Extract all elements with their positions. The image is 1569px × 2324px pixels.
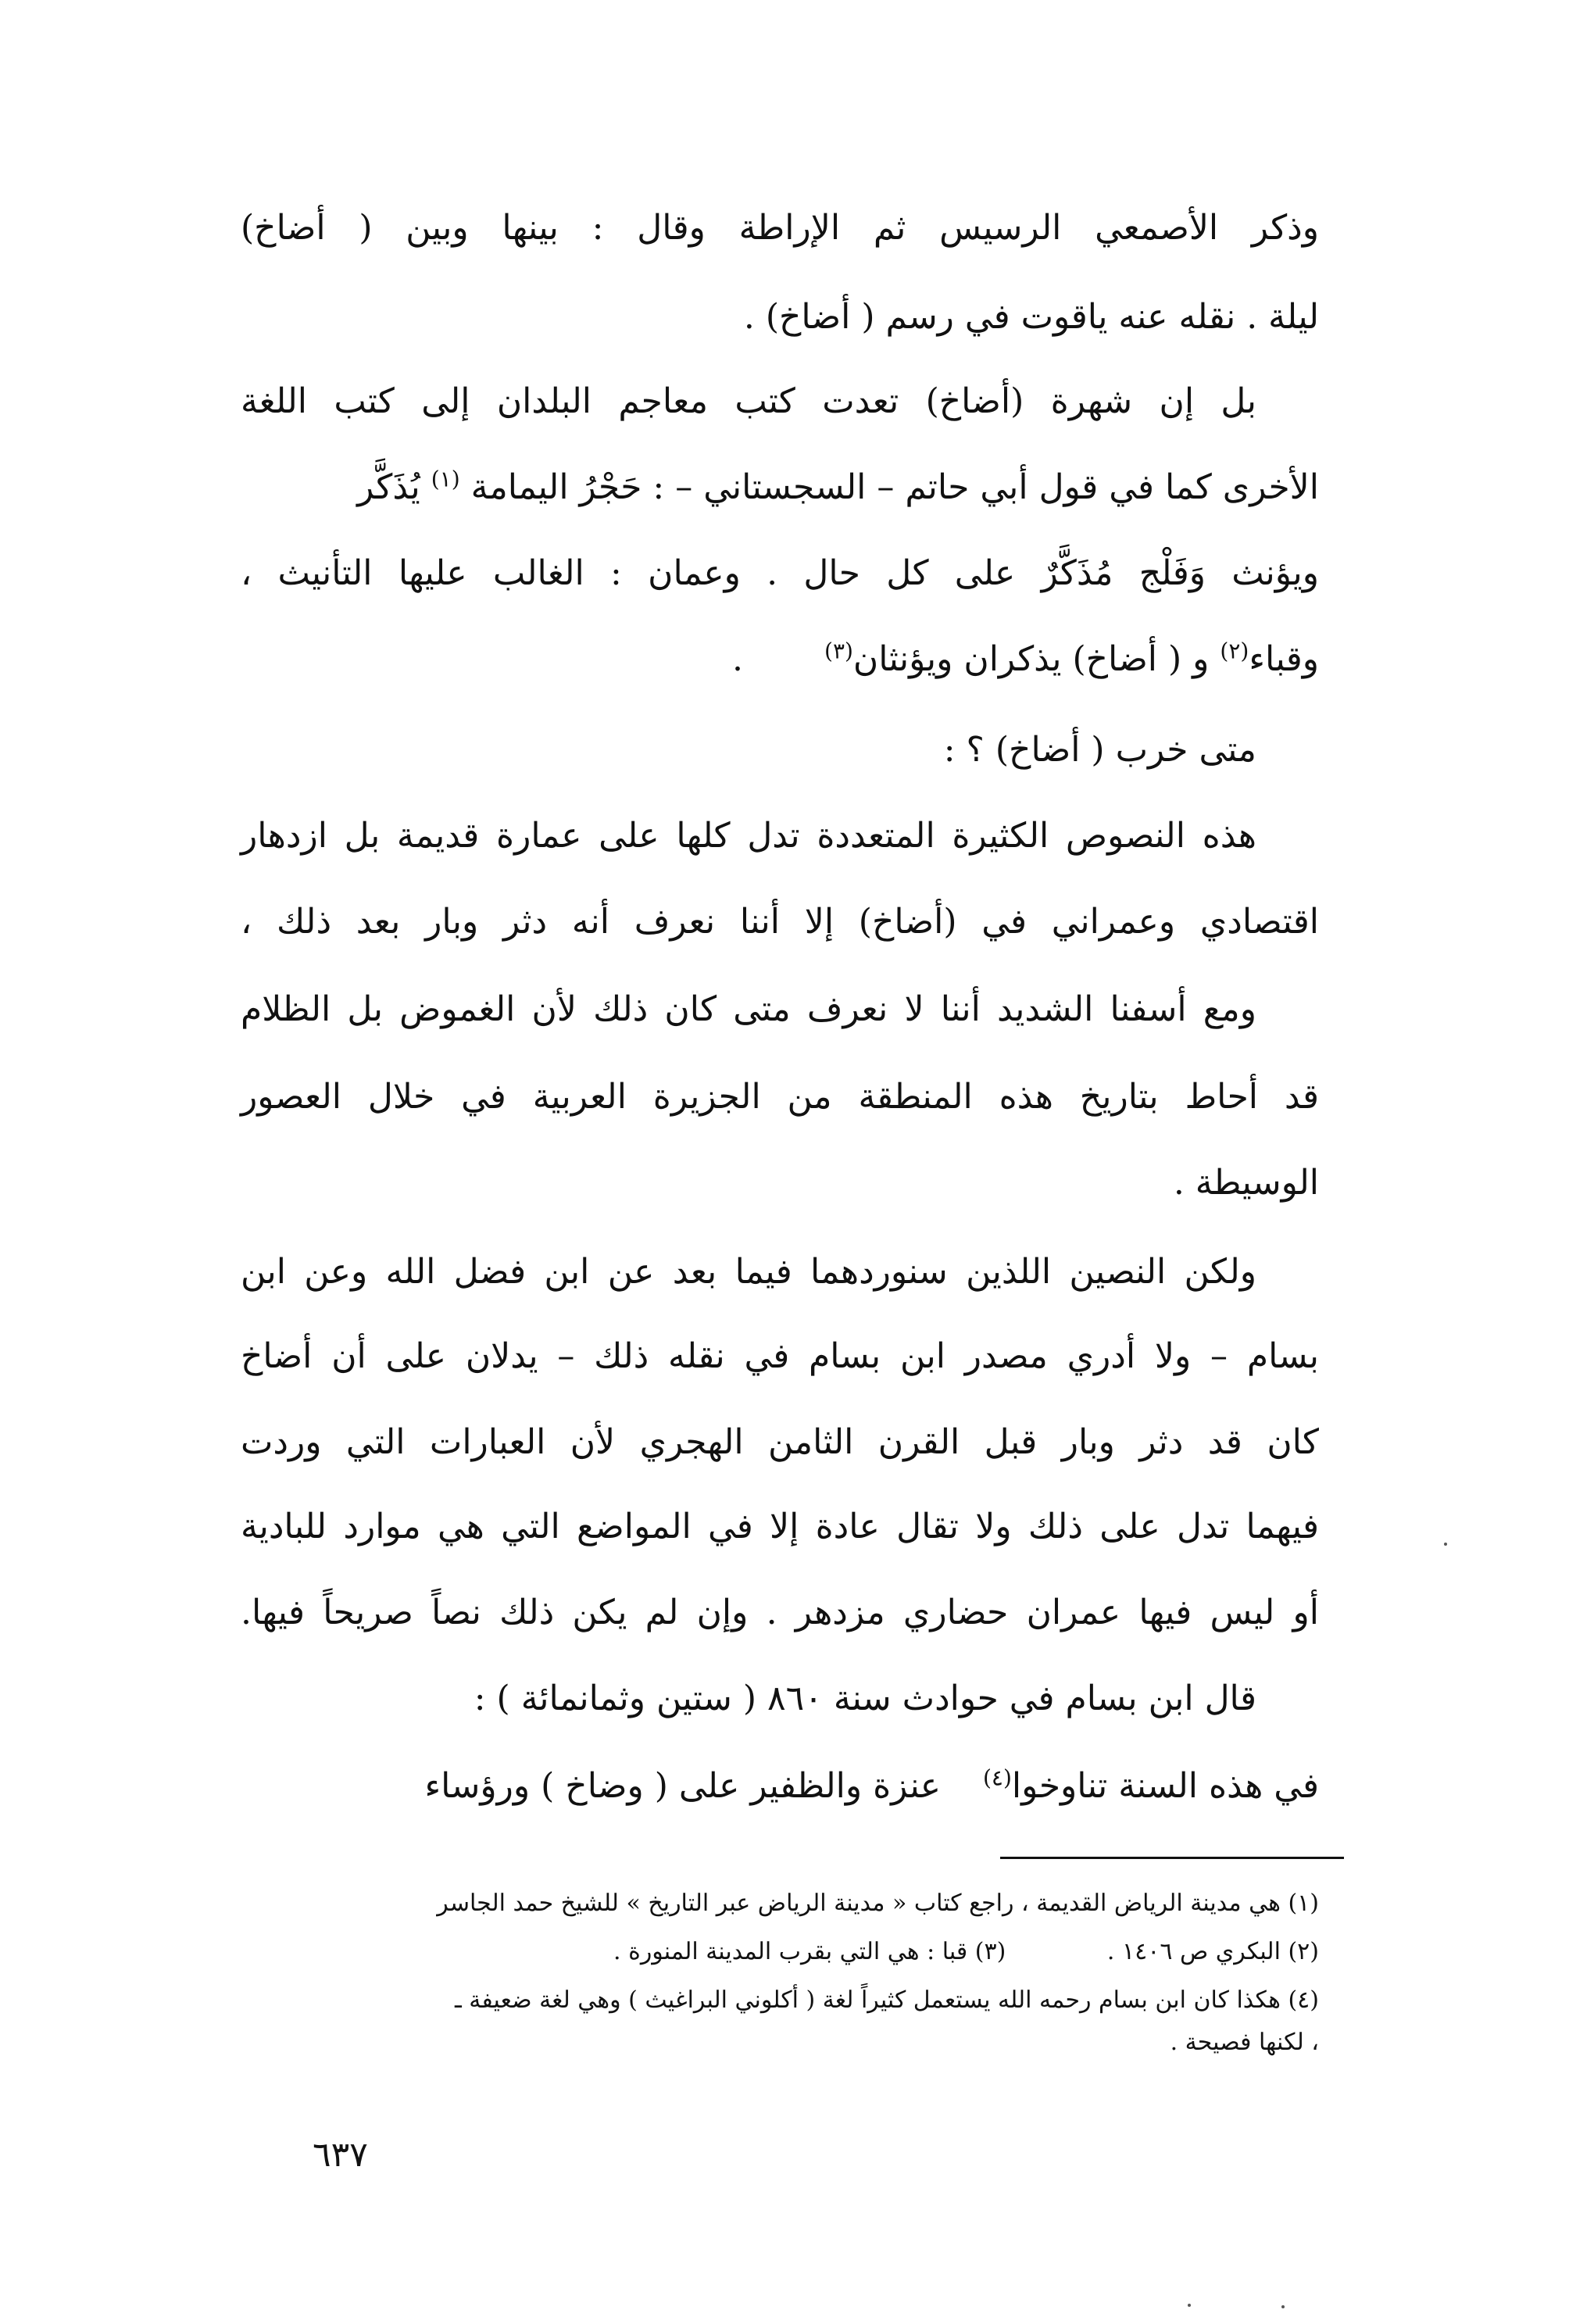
body-line-19	[241, 1763, 1319, 1810]
body-line-12: الوسيطة .	[1173, 1163, 1319, 1203]
scan-speck	[1281, 2305, 1285, 2308]
body-line-3: بل إن شهرة (أضاخ) تعدت كتب معاجم البلدان إلى كتب اللغة	[241, 381, 1256, 421]
page-number: ٦٣٧	[313, 2135, 368, 2175]
footnote-1: (١) هي مدينة الرياض القديمة ، راجع كتاب « مدينة الرياض عبر التاريخ » للشيخ حمد الجاسر	[437, 1890, 1319, 1917]
body-line-4-end: يُذَكَّر	[357, 467, 420, 507]
body-line-6-end: .	[732, 639, 743, 679]
body-line-9: اقتصادي وعمراني في (أضاخ) إلا أننا نعرف أنه دثر وبار بعد ذلك ،	[241, 902, 1319, 942]
footnote-3: (٣) قبا : هي التي بقرب المدينة المنورة .	[613, 1938, 1006, 1965]
body-line-17: أو ليس فيها عمران حضاري مزدهر . وإن لم يكن ذلك نصاً صريحاً فيها.	[241, 1593, 1319, 1632]
body-line-19-start: في هذه السنة تناوخوا	[1011, 1766, 1319, 1806]
section-heading: متى خرب ( أضاخ) ؟ :	[943, 730, 1256, 770]
body-line-19-end: عنزة والظفير على ( وضاخ ) ورؤساء	[424, 1766, 941, 1806]
body-line-15: كان قد دثر وبار قبل القرن الثامن الهجري لأن العبارات التي وردت	[241, 1422, 1319, 1462]
footnote-2-3	[241, 1935, 1319, 1969]
body-line-4	[241, 464, 1319, 511]
body-line-10: ومع أسفنا الشديد أننا لا نعرف متى كان ذلك لأن الغموض بل الظلام	[241, 989, 1256, 1029]
body-line-2: ليلة . نقله عنه ياقوت في رسم ( أضاخ) .	[743, 297, 1319, 337]
scan-speck	[1444, 1543, 1447, 1546]
body-line-14: بسام – ولا أدري مصدر ابن بسام في نقله ذلك – يدلان على أن أضاخ	[241, 1336, 1319, 1376]
footnote-2: (٢) البكري ص ١٤٠٦ .	[1106, 1938, 1319, 1965]
footnote-separator	[1000, 1857, 1344, 1859]
footnote-ref-2: (٢)	[1220, 638, 1249, 664]
footnote-ref-1: (١)	[431, 466, 460, 492]
body-line-16: فيهما تدل على ذلك ولا تقال عادة إلا في المواضع التي هي موارد للبادية	[241, 1507, 1319, 1546]
footnote-ref-3: (٣)	[824, 638, 853, 664]
footnote-ref-4: (٤)	[982, 1764, 1012, 1791]
body-line-5: ويؤنث وَفَلْج مُذَكَّرٌ على كل حال . وعمان : الغالب عليها التأنيث ،	[241, 553, 1319, 593]
body-line-8: هذه النصوص الكثيرة المتعددة تدل كلها على عمارة قديمة بل ازدهار	[241, 816, 1256, 856]
footnote-4: (٤) هكذا كان ابن بسام رحمه الله يستعمل كثيراً لغة ( أكلوني البراغيث ) وهي لغة ضعيفة ـ	[454, 1986, 1319, 2014]
footnote-4-continued: ، لكنها فصيحة .	[1170, 2029, 1319, 2056]
scan-speck	[1188, 2304, 1191, 2307]
body-line-13: ولكن النصين اللذين سنوردهما فيما بعد عن ابن فضل الله وعن ابن	[241, 1252, 1256, 1292]
body-line-6-middle: و ( أضاخ) يذكران ويؤنثان	[852, 639, 1210, 679]
body-line-18: قال ابن بسام في حوادث سنة ٨٦٠ ( ستين وثمانمائة ) :	[474, 1679, 1256, 1718]
body-line-6	[241, 636, 1319, 683]
body-line-1: وذكر الأصمعي الرسيس ثم الإراطة وقال : بينها وبين ( أضاخ)	[241, 208, 1319, 248]
body-line-4-text: الأخرى كما في قول أبي حاتم – السجستاني – : حَجْرُ اليمامة	[470, 467, 1319, 507]
body-line-6-start: وقباء	[1249, 639, 1319, 679]
body-line-11: قد أحاط بتاريخ هذه المنطقة من الجزيرة العربية في خلال العصور	[241, 1077, 1319, 1117]
